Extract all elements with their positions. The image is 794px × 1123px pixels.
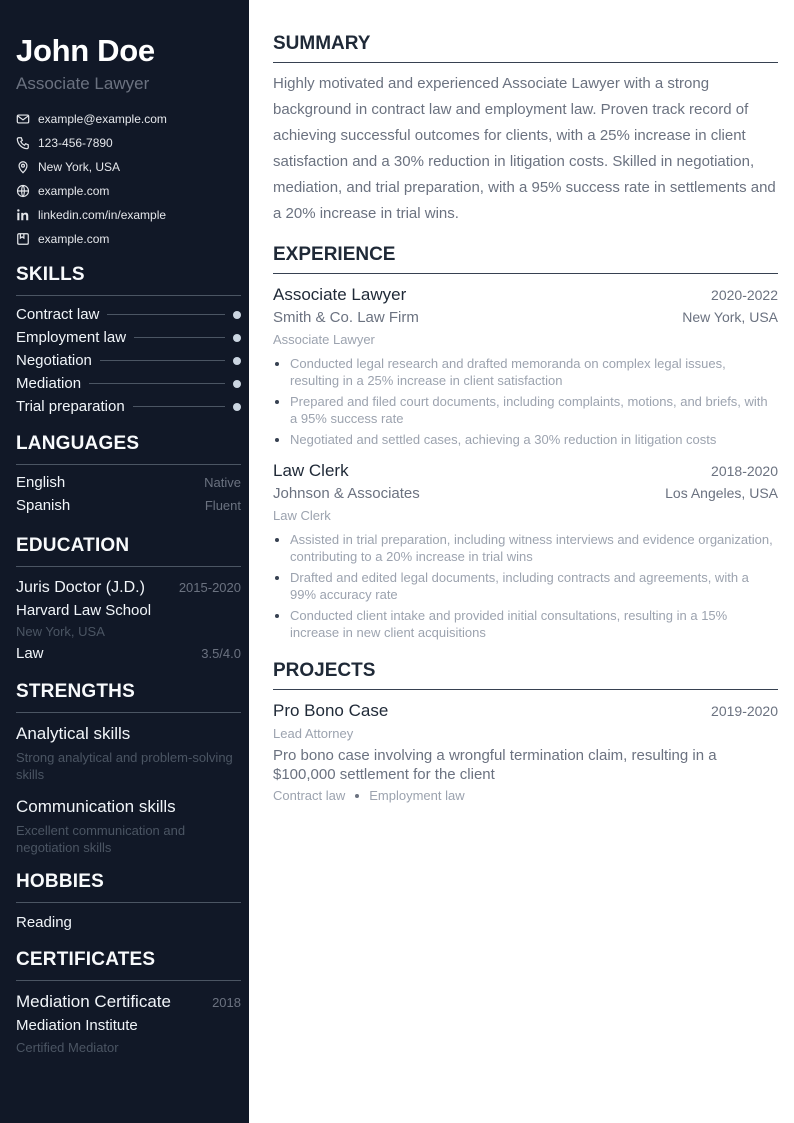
skill-leader-line [134,337,225,338]
job-bullet: Negotiated and settled cases, achieving a 30% reduction in litigation costs [273,431,778,448]
certificates-heading: CERTIFICATES [16,948,241,981]
education-degree: Juris Doctor (J.D.) [16,579,145,596]
education-entry [16,576,241,666]
contact-email-text: example@example.com [38,112,167,126]
job-date: 2018-2020 [711,463,778,479]
keyword-separator [355,794,359,798]
project-keyword: Contract law [273,788,346,803]
phone-icon [16,136,30,150]
strengths-section [16,680,241,856]
strength-item [16,722,241,783]
education-date: 2015-2020 [178,580,241,595]
certificate-summary: Certified Mediator [16,1040,119,1055]
language-item [16,497,241,520]
job-position: Associate Lawyer [273,332,375,347]
skill-label: Contract law [16,306,100,323]
experience-entry [273,460,778,641]
education-heading: EDUCATION [16,534,241,567]
education-section [16,534,241,666]
project-name: Pro Bono Case [273,701,389,720]
skill-item [16,395,241,418]
certificate-date: 2018 [212,995,241,1010]
skill-item [16,303,241,326]
skill-leader-line [133,406,225,407]
certificate-issuer: Mediation Institute [16,1017,138,1034]
skill-item [16,349,241,372]
main-content [273,32,778,803]
skill-label: Mediation [16,375,82,392]
skill-level-dot [233,380,241,388]
contact-phone[interactable] [16,131,241,155]
job-title: Associate Lawyer [273,285,407,304]
contact-portfolio[interactable] [16,227,241,251]
skill-leader-line [107,314,225,315]
project-date: 2019-2020 [711,703,778,719]
project-keywords [273,788,778,803]
job-bullet: Drafted and edited legal documents, including contracts and agreements, with a 99% accuracy rate [273,569,778,603]
contact-location [16,155,241,179]
strengths-list [16,722,241,856]
skills-section [16,263,241,418]
education-area: Law [16,645,44,662]
skill-level-dot [233,334,241,342]
experience-section [273,243,778,641]
project-description: Pro bono case involving a wrongful termination claim, resulting in a $100,000 settlement for the client [273,747,717,783]
bookmark-icon [16,232,30,246]
experience-entry [273,284,778,448]
globe-icon [16,184,30,198]
strength-desc: Strong analytical and problem-solving skills [16,750,233,782]
strength-desc: Excellent communication and negotiation skills [16,823,186,855]
location-pin-icon [16,160,30,174]
language-name: English [16,474,66,491]
hobbies-heading: HOBBIES [16,870,241,903]
skill-item [16,326,241,349]
hobbies-section [16,870,241,934]
job-bullet: Prepared and filed court documents, including complaints, motions, and briefs, with a 95% success rate [273,393,778,427]
job-bullets [273,531,778,641]
contact-linkedin-text: linkedin.com/in/example [38,208,167,222]
language-level: Native [204,475,241,490]
job-bullets [273,355,778,448]
candidate-name: John Doe [16,33,155,68]
contact-linkedin[interactable] [16,203,241,227]
certificate-name: Mediation Certificate [16,992,171,1011]
experience-heading: EXPERIENCE [273,243,778,274]
skill-label: Employment law [16,329,127,346]
contact-list [16,107,241,251]
certificates-section [16,948,241,1058]
skills-heading: SKILLS [16,263,241,296]
linkedin-icon [16,208,30,222]
language-item [16,474,241,497]
certificate-entry [16,990,241,1058]
education-school: Harvard Law School [16,602,152,619]
project-entry [273,700,778,803]
job-location: Los Angeles, USA [665,485,778,501]
languages-section [16,432,241,520]
project-keyword: Employment law [369,788,465,803]
skill-level-dot [233,403,241,411]
skill-item [16,372,241,395]
education-score: 3.5/4.0 [201,646,241,661]
skill-label: Trial preparation [16,398,125,415]
job-title: Law Clerk [273,461,349,480]
job-date: 2020-2022 [711,287,778,303]
sidebar [0,0,249,1123]
hobby-item: Reading [16,914,72,931]
strength-item [16,795,241,856]
strengths-heading: STRENGTHS [16,680,241,713]
skill-level-dot [233,357,241,365]
skills-list [16,303,241,418]
candidate-role: Associate Lawyer [16,74,150,93]
language-name: Spanish [16,497,71,514]
mail-icon [16,112,30,126]
language-level: Fluent [204,498,241,513]
skill-label: Negotiation [16,352,92,369]
job-location: New York, USA [682,309,778,325]
skill-leader-line [100,360,225,361]
contact-portfolio-text: example.com [38,232,110,246]
job-bullet: Assisted in trial preparation, including witness interviews and evidence organization, contributing to a 20% increase in trial wins [273,531,778,565]
job-bullet: Conducted legal research and drafted memoranda on complex legal issues, resulting in a 25% increase in client satisfaction [273,355,778,389]
hobbies-list [16,912,241,934]
languages-list [16,474,241,520]
contact-website-text: example.com [38,184,110,198]
project-role: Lead Attorney [273,726,354,741]
education-location: New York, USA [16,624,105,639]
job-company: Johnson & Associates [273,485,420,502]
summary-heading: SUMMARY [273,32,778,63]
projects-section [273,659,778,803]
job-bullet: Conducted client intake and provided initial consultations, resulting in a 15% increase in new client acquisitions [273,607,778,641]
job-position: Law Clerk [273,508,331,523]
contact-email[interactable] [16,107,241,131]
strength-title: Communication skills [16,797,176,816]
skill-level-dot [233,311,241,319]
contact-website[interactable] [16,179,241,203]
summary-section [273,32,778,227]
summary-text: Highly motivated and experienced Associate Lawyer with a strong background in contract law and employment law. Proven track record of achieving successful outcomes for clients, with a 25% increase in client satisfaction and a 30% reduction in litigation costs. Skilled in negotiation, mediation, and trial preparation, with a 95% success rate in settlements and a 20% increase in trial wins. [273,75,776,222]
projects-heading: PROJECTS [273,659,778,690]
contact-phone-text: 123-456-7890 [38,136,113,150]
job-company: Smith & Co. Law Firm [273,309,419,326]
strength-title: Analytical skills [16,724,131,743]
languages-heading: LANGUAGES [16,432,241,465]
skill-leader-line [89,383,225,384]
contact-location-text: New York, USA [38,160,121,174]
